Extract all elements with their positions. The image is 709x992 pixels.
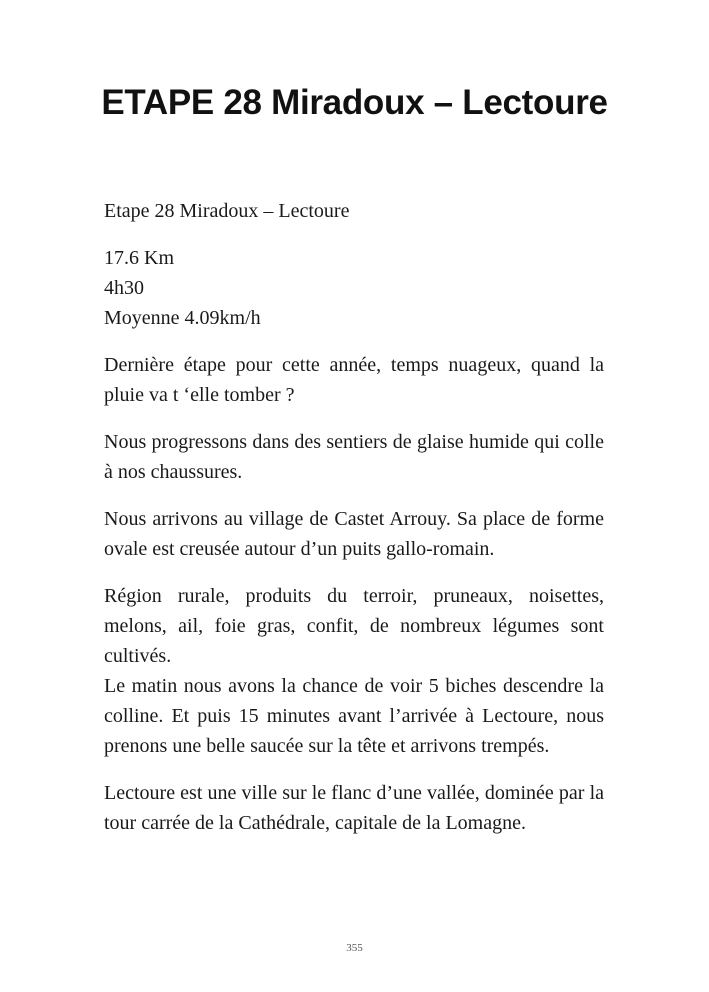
page-number: 355 [346,942,363,954]
paragraph-lectoure: Lectoure est une ville sur le flanc d’une vallée, dominée par la tour carrée de la Cathédrale, capitale de la Lomagne. [104,782,604,834]
stage-subtitle: Etape 28 Miradoux – Lectoure [104,200,350,222]
stage-stats [104,243,604,333]
document-body [104,196,604,855]
paragraph-region: Région rurale, produits du terroir, pruneaux, noisettes, melons, ail, foie gras, confit, de nombreux légumes sont cultivés. [104,585,604,667]
stat-distance: 17.6 Km [104,247,174,269]
paragraph-weather: Dernière étape pour cette année, temps nuageux, quand la pluie va t ‘elle tomber ? [104,354,604,406]
paragraph-trails: Nous progressons dans des sentiers de glaise humide qui colle à nos chaussures. [104,431,604,483]
stat-duration: 4h30 [104,277,144,299]
paragraph-castet-arrouy: Nous arrivons au village de Castet Arrouy. Sa place de forme ovale est creusée autour d’un puits gallo-romain. [104,508,604,560]
stat-average-speed: Moyenne 4.09km/h [104,307,261,329]
paragraph-morning: Le matin nous avons la chance de voir 5 biches descendre la colline. Et puis 15 minutes avant l’arrivée à Lectoure, nous prenons une belle saucée sur la tête et arrivons trempés. [104,675,604,757]
page-title: ETAPE 28 Miradoux – Lectoure [101,83,608,122]
